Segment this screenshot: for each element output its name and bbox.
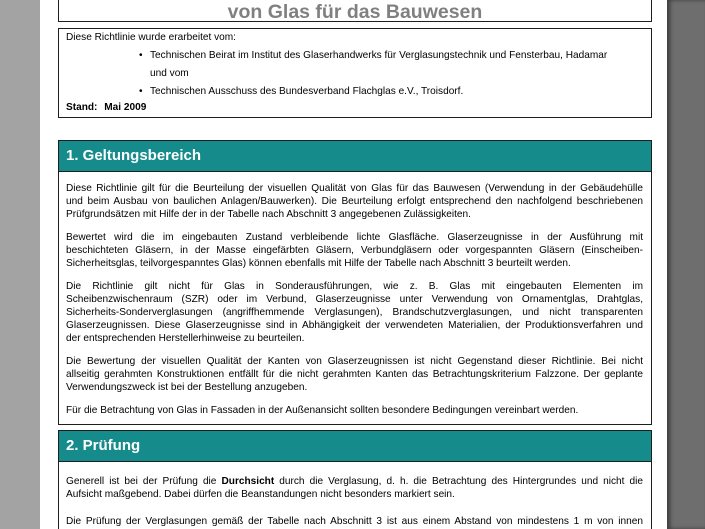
text-line: beschichteten Gläsern, in der Masse eingefärbten Gläsern, Verbundgläsern oder vorgespannten Gläsern (Einscheiben- [66, 244, 643, 256]
text-line: Für die Betrachtung von Glas in Fassaden in der Außenansicht sollten besondere Bedingungen vereinbart werden. [66, 404, 579, 416]
section-header-pruefung [58, 430, 652, 462]
text-line: Sicherheitsglas, teilvorgespanntes Glas) können ebenfalls mit Hilfe der Tabelle nach Abschnitt 3 beurteilt werden. [66, 257, 571, 269]
text-line: Die Bewertung der visuellen Qualität der Kanten von Glaserzeugnissen ist nicht Gegenstand dieser Richtlinie. Bei nicht [66, 355, 643, 367]
section-body-geltungsbereich [58, 171, 652, 425]
bullet-marker: • [139, 50, 143, 61]
section-heading: 2. Prüfung [66, 437, 141, 454]
paragraph [66, 475, 643, 501]
stand-line [66, 101, 146, 114]
contributor-item: Technischen Ausschuss des Bundesverband Flachglas e.V., Troisdorf. [150, 86, 464, 97]
text-line: Bewertet wird die im eingebauten Zustand verbleibende lichte Glasfläche. Glaserzeugnisse in der Ausführung mit [66, 231, 643, 243]
section-header-geltungsbereich [58, 140, 652, 172]
paragraph [66, 404, 643, 417]
text-segment: durch die Verglasung, d. h. die Betrachtung des Hintergrundes und nicht die [274, 475, 643, 487]
viewer-background-left [0, 0, 40, 529]
text-line: Die Prüfung der Verglasungen gemäß der Tabelle nach Abschnitt 3 ist aus einem Abstand von mindestens 1 m von innen [66, 515, 643, 527]
paragraph [66, 515, 643, 528]
text-line [66, 475, 643, 488]
text-line: der entsprechenden Herstellerhinweise zu beurteilen. [66, 332, 305, 344]
document-title: von Glas für das Bauwesen [227, 1, 483, 23]
info-intro: Diese Richtlinie wurde erarbeitet vom: [66, 32, 236, 43]
paragraph [66, 182, 643, 221]
emphasized-term: Durchsicht [221, 475, 275, 487]
text-line: Glaserzeugnissen. Diese Glaserzeugnisse sind in Abhängigkeit der verwendeten Materialien, der Produktionsverfahren und [66, 319, 643, 331]
paragraph [66, 280, 643, 345]
title-box [58, 0, 652, 22]
text-segment: Generell ist bei der Prüfung die [66, 475, 222, 487]
viewer-background-right [667, 0, 705, 529]
paragraph [66, 355, 643, 394]
text-line: Verwendungszweck ist bei der Bestellung anzugeben. [66, 381, 308, 393]
text-line: und beim Ausbau von baulichen Anlagen/Bauwerken). Die Beurteilung erfolgt entsprechend den nachfolgend beschriebenen [66, 195, 643, 207]
info-box [58, 28, 652, 118]
section-heading: 1. Geltungsbereich [66, 147, 202, 164]
text-line: Prüfgrundsätzen mit Hilfe der in der Tabelle nach Abschnitt 3 angegebenen Zulässigkeiten. [66, 208, 471, 220]
contributor-connector: und vom [150, 68, 189, 79]
text-line: Die Richtlinie gilt nicht für Glas in Sonderausführungen, wie z. B. Glas mit eingebauten Elementen im [66, 280, 643, 292]
stand-value: Mai 2009 [104, 102, 147, 113]
text-line: Sicherheits-Sonderverglasungen (angriffhemmende Verglasungen), Brandschutzverglasungen, und nicht transparenten [66, 306, 643, 318]
text-line: allseitig gerahmten Konstruktionen entfällt für die nicht gerahmten Kanten das Betrachtungskriterium Falzzone. Der geplante [66, 368, 643, 380]
text-line: Diese Richtlinie gilt für die Beurteilung der visuellen Qualität von Glas für das Bauwesen (Verwendung in der Gebäudehülle [66, 182, 643, 194]
text-line: Scheibenzwischenraum (SZR) oder im Verbund, Glaserzeugnisse unter Verwendung von Ornamentglas, Drahtglas, [66, 293, 643, 305]
stand-label: Stand: [66, 102, 98, 113]
section-body-pruefung [58, 461, 652, 529]
text-line: Aufsicht maßgebend. Dabei dürfen die Beanstandungen nicht besonders markiert sein. [66, 488, 455, 500]
bullet-marker: • [139, 86, 143, 97]
contributor-item: Technischen Beirat im Institut des Glaserhandwerks für Verglasungstechnik und Fensterbau, Hadamar [150, 50, 608, 61]
paragraph [66, 231, 643, 270]
